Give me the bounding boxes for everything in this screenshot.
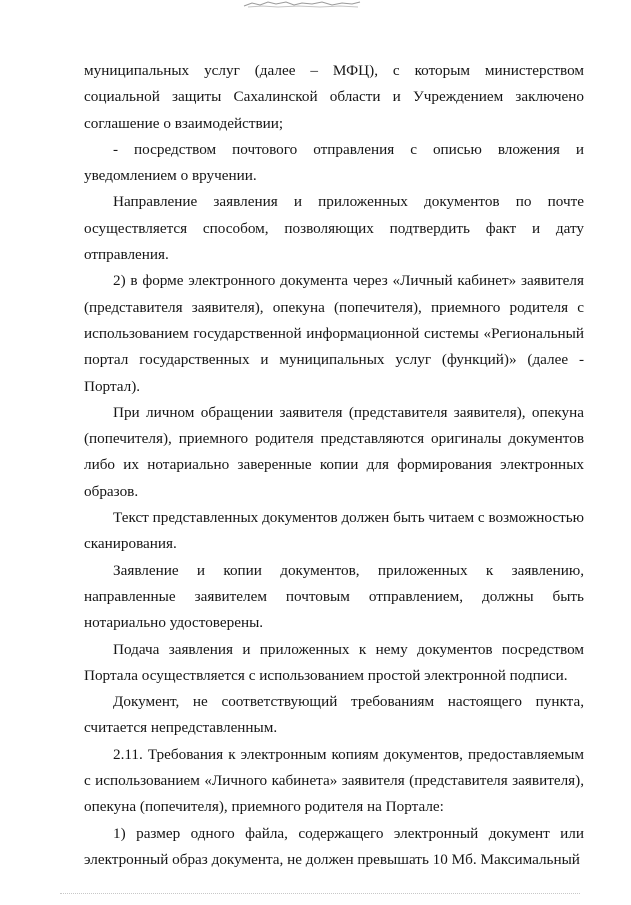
document-body — [84, 58, 584, 873]
paragraph-portal-signature: Подача заявления и приложенных к нему документов посредством Портала осуществляется с использованием простой электронной подписи. — [84, 640, 584, 684]
page-bottom-edge — [60, 893, 580, 894]
paragraph-personal-visit: При личном обращении заявителя (представителя заявителя), опекуна (попечителя), приемного родителя представляются оригиналы документов либо их нотариально заверенные копии для формирования электронных образов. — [84, 403, 584, 500]
paragraph-notarized-copies: Заявление и копии документов, приложенных к заявлению, направленные заявителем почтовым отправлением, должны быть нотариально удостоверены. — [84, 561, 584, 632]
paragraph-postal-sending: Направление заявления и приложенных документов по почте осуществляется способом, позволяющих подтвердить факт и дату отправления. — [84, 193, 584, 264]
paragraph-postal-delivery: - посредством почтового отправления с описью вложения и уведомлением о вручении. — [84, 140, 584, 185]
paragraph-not-submitted: Документ, не соответствующий требованиям настоящего пункта, считается непредставленным. — [84, 693, 584, 737]
paragraph-readable-text: Текст представленных документов должен быть читаем с возможностью сканирования. — [84, 509, 584, 553]
paragraph-section-2-11: 2.11. Требования к электронным копиям документов, предоставляемым с использованием «Личного кабинета» заявителя (представителя заявителя), опекуна (попечителя), приемного родителя на Портале: — [84, 745, 584, 816]
scan-artifact-mark — [242, 0, 362, 8]
paragraph-file-size: 1) размер одного файла, содержащего электронный документ или электронный образ документа, не должен превышать 10 Мб. Максимальный — [84, 824, 584, 868]
paragraph-electronic-form: 2) в форме электронного документа через «Личный кабинет» заявителя (представителя заявителя), опекуна (попечителя), приемного родителя с использованием государственной информационной системы «Региональный портал государственных и муниципальных услуг (функций)» (далее - Портал). — [84, 272, 584, 395]
paragraph-mfc-continuation: муниципальных услуг (далее – МФЦ), с которым министерством социальной защиты Сахалинской области и Учреждением заключено соглашение о взаимодействии; — [84, 62, 584, 132]
